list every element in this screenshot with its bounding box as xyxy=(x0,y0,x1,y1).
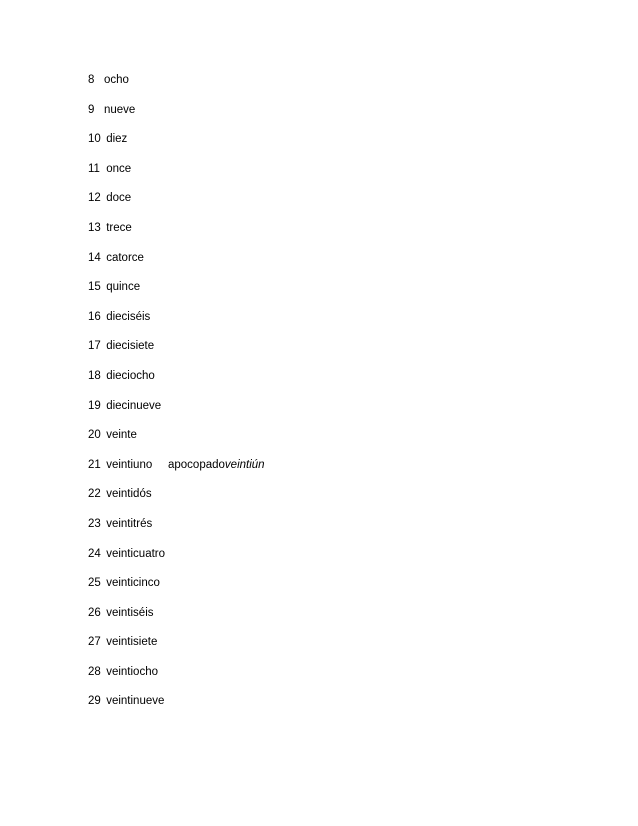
entry-word: once xyxy=(106,162,132,175)
entry-number: 8 xyxy=(88,74,95,86)
entry-number: 29 xyxy=(88,695,101,708)
entry-word: veinticuatro xyxy=(106,547,166,560)
entry-number: 21 xyxy=(88,458,101,471)
entry-number: 27 xyxy=(88,636,101,649)
note-italic-word: veintiún xyxy=(224,458,265,471)
list-item-11 xyxy=(88,161,165,191)
entry-word: ocho xyxy=(104,74,129,86)
entry-word: dieciséis xyxy=(106,310,151,323)
entry-number: 9 xyxy=(88,103,95,116)
entry-word: nueve xyxy=(104,103,136,116)
list-item-29 xyxy=(88,693,165,723)
entry-number: 12 xyxy=(88,192,101,205)
entry-word: diez xyxy=(106,133,128,146)
list-item-25 xyxy=(88,575,165,605)
list-item-20 xyxy=(88,427,165,457)
list-item-8 xyxy=(88,72,165,102)
list-item-27 xyxy=(88,634,165,664)
entry-number: 25 xyxy=(88,577,101,590)
entry-word: diecinueve xyxy=(106,399,162,412)
list-item-21 xyxy=(88,457,265,487)
entry-word: veintiocho xyxy=(106,665,158,678)
entry-number: 24 xyxy=(88,547,101,560)
entry-word: diecisiete xyxy=(106,340,155,353)
entry-word: veinticinco xyxy=(106,577,160,590)
entry-word: veintitrés xyxy=(106,517,153,530)
list-item-24 xyxy=(88,546,165,576)
list-item-14 xyxy=(88,250,165,280)
entry-word: veintisiete xyxy=(106,636,158,649)
entry-number: 14 xyxy=(88,251,101,264)
entry-number: 18 xyxy=(88,369,101,382)
entry-word: dieciocho xyxy=(106,369,155,382)
list-item-23 xyxy=(88,516,165,546)
list-item-10 xyxy=(88,131,165,161)
entry-number: 10 xyxy=(88,133,101,146)
entry-number: 15 xyxy=(88,281,101,294)
entry-word: veintinueve xyxy=(106,695,165,708)
list-item-19 xyxy=(88,398,165,428)
list-item-13 xyxy=(88,220,165,250)
entry-number: 13 xyxy=(88,221,101,234)
entry-number: 22 xyxy=(88,488,101,501)
list-item-9 xyxy=(88,102,165,132)
entry-word: quince xyxy=(106,281,141,294)
entry-number: 23 xyxy=(88,517,101,530)
apocope-note xyxy=(168,457,265,473)
list-item-26 xyxy=(88,605,165,635)
entry-number: 16 xyxy=(88,310,101,323)
entry-number: 11 xyxy=(88,162,100,175)
entry-word: trece xyxy=(106,221,132,234)
list-item-28 xyxy=(88,664,165,694)
entry-number: 19 xyxy=(88,399,101,412)
entry-number: 20 xyxy=(88,429,101,442)
number-word-list xyxy=(88,72,265,723)
entry-word: catorce xyxy=(106,251,144,264)
note-label: apocopado xyxy=(168,458,225,471)
list-item-16 xyxy=(88,309,165,339)
entry-word: veinte xyxy=(106,429,137,442)
entry-word: doce xyxy=(106,192,132,205)
entry-number: 28 xyxy=(88,665,101,678)
entry-number: 26 xyxy=(88,606,101,619)
entry-number: 17 xyxy=(88,340,101,353)
list-item-12 xyxy=(88,190,165,220)
list-item-15 xyxy=(88,279,165,309)
entry-word: veintidós xyxy=(106,488,152,501)
list-item-22 xyxy=(88,486,165,516)
list-item-17 xyxy=(88,338,165,368)
list-item-18 xyxy=(88,368,165,398)
entry-word: veintiuno xyxy=(106,458,153,471)
entry-word: veintiséis xyxy=(106,606,154,619)
